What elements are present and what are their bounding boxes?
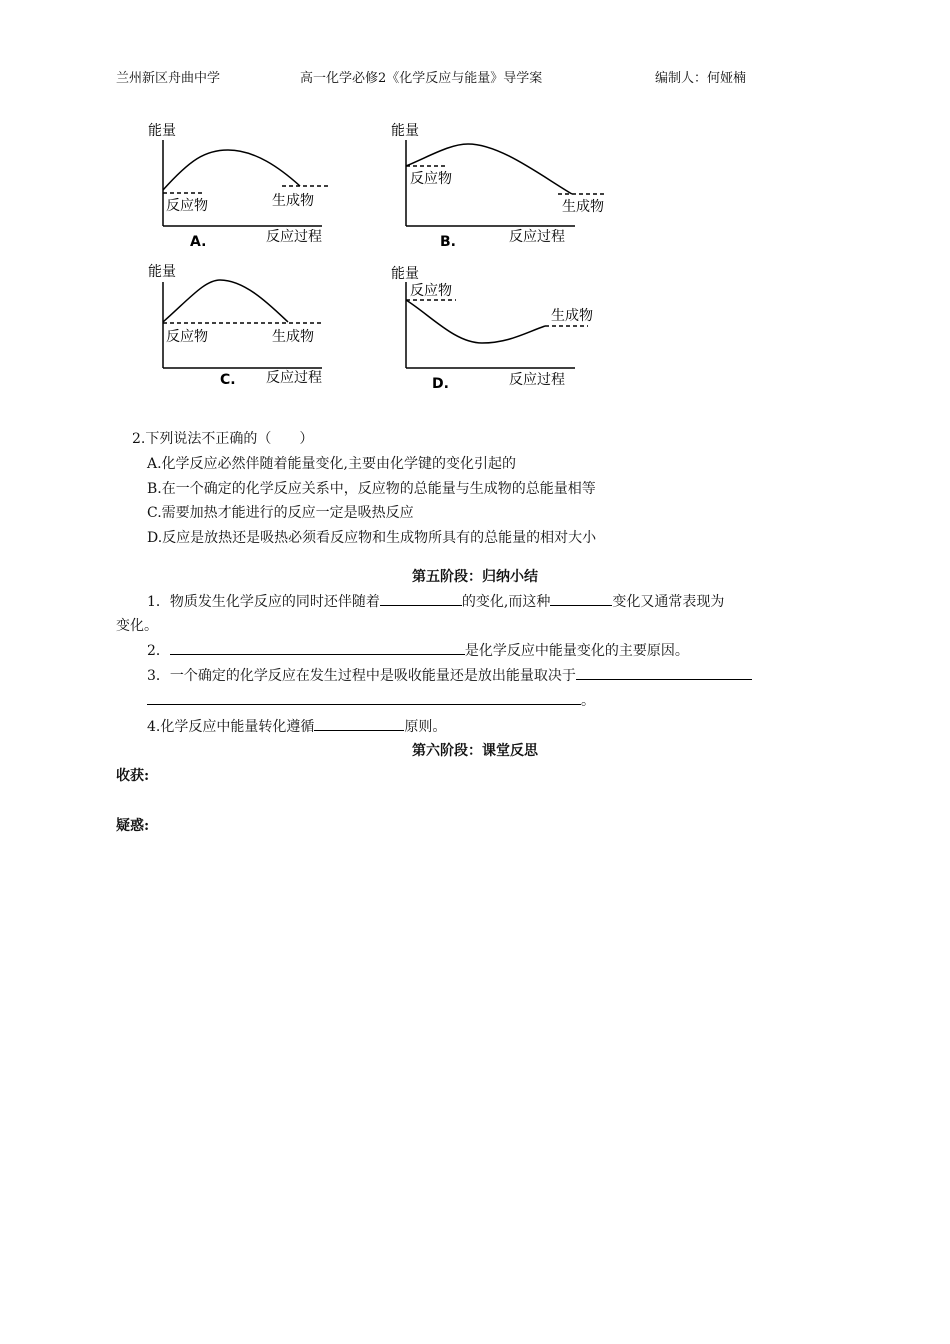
- gain-label: 收获:: [116, 768, 150, 784]
- stage5-item1-line1: [147, 591, 724, 611]
- graph-b-xlabel: 反应过程: [509, 229, 565, 245]
- graph-a-xlabel: 反应过程: [266, 229, 322, 245]
- stage5-item4-text-a: 4.化学反应中能量转化遵循: [147, 719, 315, 735]
- course-title: 高一化学必修2《化学反应与能量》导学案: [300, 71, 543, 86]
- blank-5[interactable]: [147, 690, 581, 705]
- blank-6[interactable]: [314, 716, 404, 731]
- stage5-item3-line1: [147, 665, 752, 685]
- stage5-item2-text-a: 2．: [147, 643, 170, 659]
- stage5-item1-text-a: 1．物质发生化学反应的同时还伴随着: [147, 594, 380, 610]
- stage5-item1-text-c: 变化又通常表现为: [612, 594, 725, 610]
- graph-c-tag: C.: [220, 372, 236, 388]
- graph-a-reactant: 反应物: [166, 198, 208, 214]
- graph-b-ylabel: 能量: [391, 123, 419, 139]
- graph-c-product: 生成物: [272, 329, 314, 345]
- graph-d-reactant: 反应物: [410, 283, 452, 299]
- author: 编制人：何娅楠: [655, 71, 747, 86]
- stage5-item1-text-b: 的变化,而这种: [461, 594, 551, 610]
- doubt-label: 疑惑:: [116, 818, 150, 834]
- graph-a-product: 生成物: [272, 193, 314, 209]
- graph-d-tag: D.: [432, 376, 449, 392]
- graph-b-tag: B.: [440, 234, 456, 250]
- graph-c-axes: [163, 282, 322, 368]
- stage5-title: 第五阶段：归纳小结: [412, 569, 538, 585]
- stage5-item4-text-b: 原则。: [404, 719, 447, 735]
- graph-c-ylabel: 能量: [148, 264, 176, 280]
- blank-1[interactable]: [380, 591, 462, 606]
- stage5-item3-end: 。: [581, 693, 595, 709]
- question-2-option-d: D.反应是放热还是吸热必须看反应物和生成物所具有的总能量的相对大小: [147, 530, 597, 546]
- blank-2[interactable]: [550, 591, 612, 606]
- graph-a-ylabel: 能量: [148, 123, 176, 139]
- question-2-option-b: B.在一个确定的化学反应关系中，反应物的总能量与生成物的总能量相等: [147, 481, 596, 497]
- graph-c-reactant: 反应物: [166, 329, 208, 345]
- graph-b-product: 生成物: [562, 199, 604, 215]
- graph-a-curve: [163, 150, 300, 190]
- graph-c-curve: [163, 280, 288, 322]
- graph-a-tag: A.: [190, 234, 207, 250]
- stage6-title: 第六阶段：课堂反思: [412, 743, 538, 759]
- graph-c-xlabel: 反应过程: [266, 370, 322, 386]
- stage5-item2-text-b: 是化学反应中能量变化的主要原因。: [464, 643, 689, 659]
- graph-d-product: 生成物: [551, 308, 593, 324]
- graph-d-curve: [406, 300, 545, 343]
- question-2-option-a: A.化学反应必然伴随着能量变化,主要由化学键的变化引起的: [147, 456, 517, 472]
- graph-d-ylabel: 能量: [391, 266, 419, 282]
- school-name: 兰州新区舟曲中学: [116, 71, 221, 86]
- stage5-item3-text-a: 3．一个确定的化学反应在发生过程中是吸收能量还是放出能量取决于: [147, 668, 576, 684]
- stage5-item3-line2: [147, 690, 595, 710]
- question-2-stem: 2.下列说法不正确的（ ）: [132, 431, 314, 447]
- question-2-option-c: C.需要加热才能进行的反应一定是吸热反应: [147, 505, 414, 521]
- stage5-item4: [147, 716, 446, 736]
- energy-diagrams: [0, 0, 950, 400]
- stage5-item2: [147, 640, 689, 660]
- graph-d-xlabel: 反应过程: [509, 372, 565, 388]
- stage5-item1-line2: 变化。: [116, 618, 158, 634]
- graph-b-reactant: 反应物: [410, 171, 452, 187]
- blank-4[interactable]: [576, 665, 752, 680]
- blank-3[interactable]: [170, 640, 465, 655]
